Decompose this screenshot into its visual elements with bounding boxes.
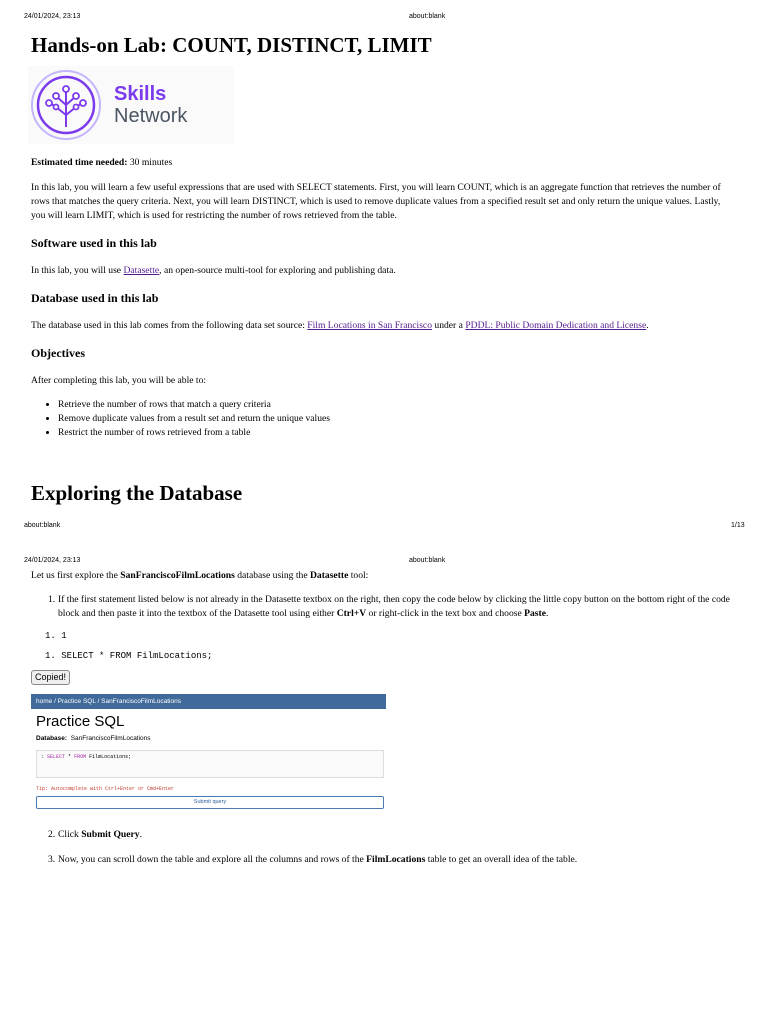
explore-lead <box>31 569 368 583</box>
print-footer-page: 1/13 <box>731 522 745 529</box>
step-3-table-name: FilmLocations <box>366 854 426 865</box>
step-1-paste: Paste <box>524 607 546 619</box>
objective-item: • Remove duplicate values from a result set and return the unique values <box>58 412 658 426</box>
editor-star: * <box>65 754 75 760</box>
lead-text-mid: database using the <box>234 570 310 581</box>
datasette-sql-editor <box>36 750 384 778</box>
datasette-breadcrumb <box>31 694 386 709</box>
skills-network-logo <box>28 66 234 144</box>
step-2-submit-query: Submit Query <box>81 829 140 840</box>
step-1-key: Ctrl+V <box>336 607 367 619</box>
objectives-list <box>31 398 658 439</box>
lead-text-post: tool: <box>348 570 369 581</box>
datasette-database-label: Database: <box>36 735 68 742</box>
print-header-url-2: about:blank <box>409 557 446 564</box>
database-heading: Database used in this lab <box>31 291 159 305</box>
datasette-breadcrumb-text: home / Practice SQL / SanFranciscoFilmLocations <box>36 698 181 705</box>
datasette-link[interactable]: Datasette <box>123 265 160 276</box>
step-1-text <box>58 593 740 621</box>
objective-item: • Restrict the number of rows retrieved from a table <box>58 426 658 440</box>
logo-word-network: Network <box>114 105 188 127</box>
print-header-datetime: 24/01/2024, 23:13 <box>24 13 81 20</box>
editor-line-number: 1 <box>41 754 45 760</box>
code-line-number-block: 1. 1 <box>45 631 67 641</box>
software-heading: Software used in this lab <box>31 236 157 250</box>
database-text-post: . <box>646 320 649 331</box>
lead-db-name: SanFranciscoFilmLocations <box>120 570 235 581</box>
step-3-number: 3. <box>48 854 56 865</box>
logo-word-skills: Skills <box>114 83 167 105</box>
lead-tool-name: Datasette <box>309 570 349 581</box>
estimated-time-value: 30 minutes <box>127 157 173 168</box>
step-3-text <box>58 853 748 867</box>
database-paragraph <box>31 319 649 333</box>
page-title: Hands-on Lab: COUNT, DISTINCT, LIMIT <box>31 33 432 57</box>
print-header-datetime-2: 24/01/2024, 23:13 <box>24 557 81 564</box>
datasette-screenshot <box>31 694 386 818</box>
database-text-pre: The database used in this lab comes from the following data set source: <box>31 320 308 331</box>
objectives-intro: After completing this lab, you will be able to: <box>31 375 207 386</box>
step-1-text-end: . <box>545 607 549 619</box>
step-3-text-pre: Now, you can scroll down the table and explore all the columns and rows of the <box>58 854 367 865</box>
datasette-submit-button: Submit query <box>36 796 384 809</box>
code-block-select[interactable]: 1. SELECT * FROM FilmLocations; <box>45 651 213 661</box>
skills-network-tree-icon <box>30 69 102 141</box>
pddl-license-link[interactable]: PDDL: Public Domain Dedication and License <box>465 320 647 331</box>
estimated-time-label: Estimated time needed: <box>31 157 128 168</box>
step-2-text-post: . <box>139 829 142 840</box>
step-2-number: 2. <box>48 829 56 840</box>
lead-text-pre: Let us first explore the <box>31 570 121 581</box>
objective-item: • Retrieve the number of rows that match a query criteria <box>58 398 658 412</box>
step-2-text <box>58 828 142 842</box>
section-heading-exploring: Exploring the Database <box>31 481 243 505</box>
software-text-pre: In this lab, you will use <box>31 265 124 276</box>
copy-code-button[interactable]: Copied! <box>31 670 70 685</box>
step-1-text-mid: or right-click in the text box and choose <box>366 607 525 619</box>
objectives-heading: Objectives <box>31 346 85 360</box>
datasette-title: Practice SQL <box>36 713 125 730</box>
step-3-text-post: table to get an overall idea of the table. <box>425 854 578 865</box>
database-text-mid: under a <box>432 320 466 331</box>
print-footer-url: about:blank <box>24 522 61 529</box>
film-locations-link[interactable]: Film Locations in San Francisco <box>307 320 432 331</box>
datasette-database-value: SanFranciscoFilmLocations <box>70 735 151 742</box>
editor-keyword-from: FROM <box>74 754 87 760</box>
editor-table-name: FilmLocations; <box>86 754 132 760</box>
datasette-database-line <box>36 735 386 742</box>
intro-paragraph: In this lab, you will learn a few useful expressions that are used with SELECT statements. First, you will learn COUNT, which is an aggregate function that retrieves the number of rows that matches the query criteria. Next, you will learn DISTINCT, which is used to remove duplicate values from a specified result set and only return the unique values. Lastly, you will learn LIMIT, which is used for restricting the number of rows retrieved from the table. <box>31 182 721 221</box>
step-1-text-main: If the first statement listed below is not already in the Datasette textbox on the right, then copy the code below by clicking the little copy button on the bottom right of the code block and then paste it into the textbox of the Datasette tool using either <box>58 594 730 619</box>
step-2-text-pre: Click <box>58 829 82 840</box>
software-paragraph <box>31 264 396 278</box>
print-header-url: about:blank <box>409 13 446 20</box>
software-text-post: , an open-source multi-tool for exploring and publishing data. <box>159 265 396 276</box>
step-1-number: 1. <box>48 594 56 605</box>
datasette-tip: Tip: Autocomplete with Ctrl+Enter or Cmd+Enter <box>36 786 175 792</box>
estimated-time <box>31 156 172 170</box>
editor-keyword-select: SELECT <box>47 754 66 760</box>
